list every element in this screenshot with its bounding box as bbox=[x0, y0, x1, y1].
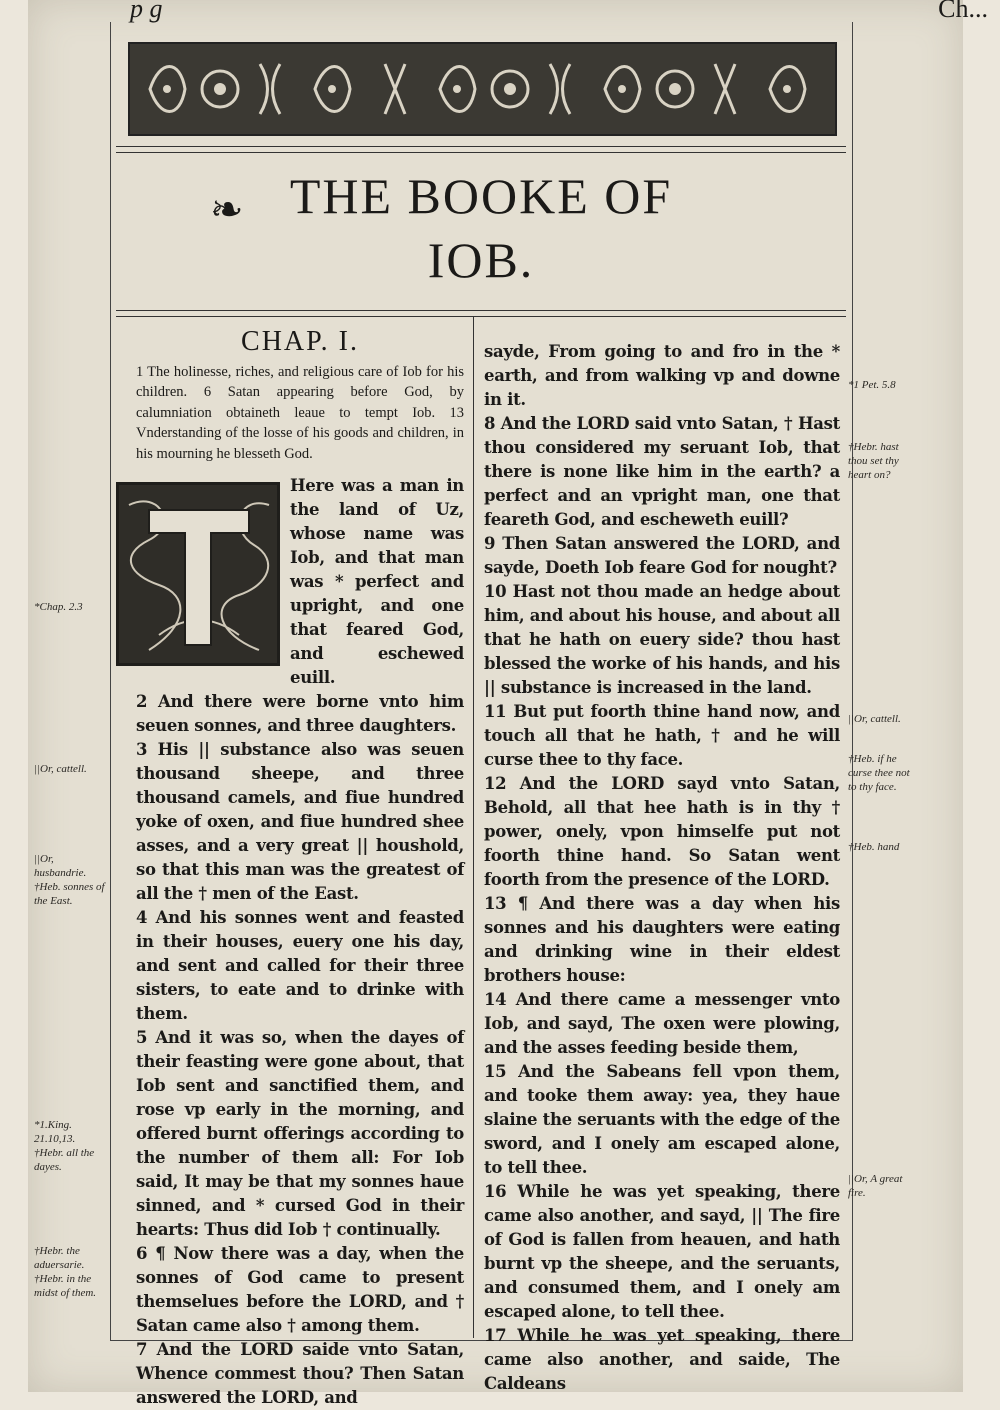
verse-15: 15 And the Sabeans fell vpon them, and tooke them away: yea, they haue slaine the seruants with the edge of the sword, and I onely am escaped alone, to tell thee. bbox=[484, 1062, 840, 1177]
initial-letter-t-icon bbox=[119, 485, 277, 663]
verse-7: 7 And the LORD saide vnto Satan, Whence commest thou? Then Satan answered the LORD, and bbox=[136, 1340, 464, 1408]
verse-11: 11 But put foorth thine hand now, and touch all that he hath, † and he will curse thee to thy face. bbox=[484, 702, 840, 769]
verse-3: 3 His || substance also was seuen thousand sheepe, and three thousand camels, and fiue hundred yoke of oxen, and fiue hundred shee asses, and a very great || houshold, so that this man was the greatest of all the † men of the East. bbox=[136, 740, 464, 904]
verse-2: 2 And there were borne vnto him seuen sonnes, and three daughters. bbox=[136, 692, 464, 736]
fleuron-icon: ❧ bbox=[210, 187, 244, 232]
margin-note-left: ||Or, cattell. bbox=[34, 763, 87, 775]
left-column bbox=[136, 326, 464, 1410]
verse-12: 12 And the LORD sayd vnto Satan, Behold, all that hee hath is in thy † power, onely, vpon himselfe put not foorth thine hand. So Satan went foorth from the presence of the LORD. bbox=[484, 774, 840, 889]
decorated-initial-icon bbox=[116, 482, 280, 666]
margin-note-left: ||Or, husbandrie. †Heb. sonnes of the East. bbox=[34, 853, 105, 907]
column-divider bbox=[473, 316, 474, 1338]
ornamental-headband bbox=[128, 42, 837, 136]
verse-17: 17 While he was yet speaking, there came also another, and saide, The Caldeans bbox=[484, 1326, 840, 1393]
margin-note-left: *Chap. 2.3 bbox=[34, 601, 83, 613]
ornament-pattern-icon bbox=[130, 44, 835, 134]
margin-note-right: ||Or, A great fire. bbox=[848, 1173, 903, 1199]
chapter-heading: CHAP. I. bbox=[241, 326, 359, 357]
verse-14: 14 And there came a messenger vnto Iob, and sayd, The oxen were plowing, and the asses feeding beside them, bbox=[484, 990, 840, 1057]
margin-note-left: *1.King. 21.10,13. †Hebr. all the dayes. bbox=[34, 1119, 95, 1173]
rule-under-title bbox=[116, 310, 846, 311]
verse-16: 16 While he was yet speaking, there came also another, and sayd, || The fire of God is fallen from heauen, and hath burnt vp the sheepe, and the seruants, and consumed them, and I onely am escaped alone, to tell thee. bbox=[484, 1182, 840, 1321]
margin-note-right: †Heb. hand bbox=[848, 841, 900, 853]
margin-note-right: ||Or, cattell. bbox=[848, 713, 901, 725]
verse-8: 8 And the LORD said vnto Satan, † Hast thou considered my seruant Iob, that there is none like him in the earth? a perfect and an vpright man, one that feareth God, and escheweth euill? bbox=[484, 414, 840, 529]
running-head-right: Ch... bbox=[938, 0, 988, 23]
book-title-line2: IOB. bbox=[427, 232, 535, 288]
verse-6: 6 ¶ Now there was a day, when the sonnes of God came to present themselues before the LORD, and † Satan came also † among them. bbox=[136, 1244, 464, 1336]
verse-4: 4 And his sonnes went and feasted in their houses, euery one his day, and sent and called for their three sisters, to eate and to drinke with them. bbox=[136, 908, 464, 1024]
verse-7-cont: sayde, From going to and fro in the * earth, and from walking vp and downe in it. bbox=[484, 342, 840, 409]
rule-top-2 bbox=[116, 152, 846, 153]
book-title-line1: THE BOOKE OF bbox=[289, 168, 673, 224]
margin-note-right: †Hebr. hast thou set thy heart on? bbox=[848, 441, 899, 481]
page-frame-right bbox=[852, 22, 853, 1340]
verse-10: 10 Hast not thou made an hedge about him, and about his house, and about all that he hath on euery side? thou hast blessed the worke of his hands, and his || substance is increased in the land. bbox=[484, 582, 840, 697]
verse-9: 9 Then Satan answered the LORD, and sayde, Doeth Iob feare God for nought? bbox=[484, 534, 840, 577]
margin-note-right: †Heb. if he curse thee not to thy face. bbox=[848, 753, 910, 793]
margin-note-right: *1 Pet. 5.8 bbox=[848, 379, 896, 391]
chapter-summary: 1 The holinesse, riches, and religious care of Iob for his children. 6 Satan appearing before God, by calumniation obtaineth leaue to tempt Iob. 13 Vnderstanding of the losse of his goods and children, in his mourning he blesseth God. bbox=[136, 363, 464, 462]
verse-13: 13 ¶ And there was a day when his sonnes and his daughters were eating and drinking wine in their eldest brothers house: bbox=[484, 894, 840, 985]
rule-under-title-2 bbox=[116, 316, 846, 317]
right-column bbox=[484, 340, 840, 1396]
verse-1: Here was a man in the land of Uz, whose name was Iob, and that man was * perfect and upright, and one that feared God, and eschewed euill. bbox=[290, 476, 464, 688]
running-head-left: p g bbox=[130, 0, 163, 23]
verse-5: 5 And it was so, when the dayes of their feasting were gone about, that Iob sent and sanctified them, and rose vp early in the morning, and offered burnt offerings according to the number of them all: For Iob said, It may be that my sonnes haue sinned, and * cursed God in their hearts: Thus did Iob † continually. bbox=[136, 1028, 464, 1240]
margin-note-left: †Hebr. the aduersarie. †Hebr. in the midst of them. bbox=[34, 1245, 97, 1299]
rule-top bbox=[116, 146, 846, 147]
